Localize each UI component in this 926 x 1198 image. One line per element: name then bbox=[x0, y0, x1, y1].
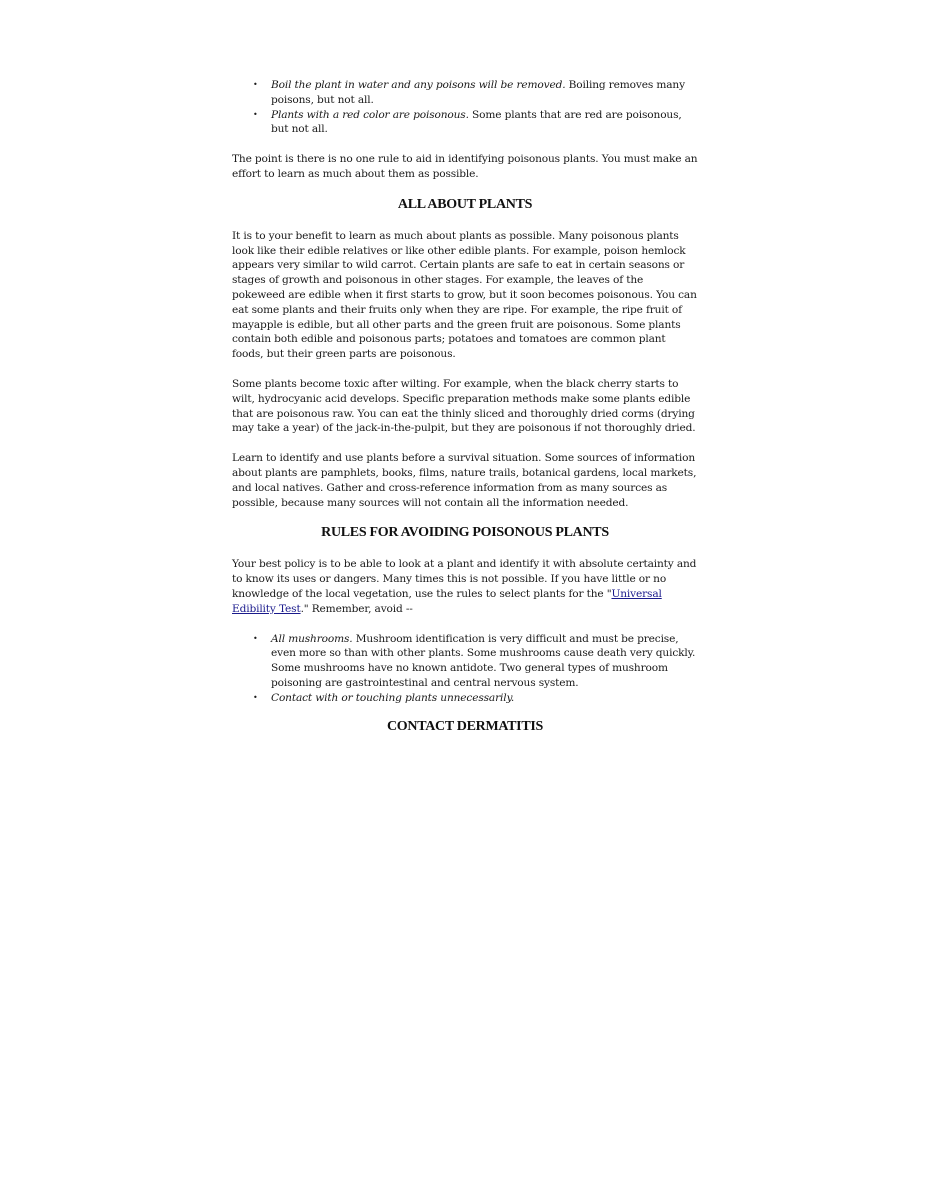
heading-all-about-plants: ALL ABOUT PLANTS bbox=[397, 196, 533, 212]
intro-paragraph: The point is there is no one rule to aid in identifying poisonous plants. You must make an effort to learn as much about them as possible. bbox=[232, 153, 698, 180]
bullet-list-avoid bbox=[232, 632, 698, 706]
paragraph: It is to your benefit to learn as much about plants as possible. Many poisonous plants look like their edible relatives or like other edible plants. For example, poison hemlock appears very similar to wild carrot. Certain plants are safe to eat in certain seasons or stages of growth and poisonous in other stages. For example, the leaves of the pokeweed are edible when it first starts to grow, but it soon becomes poisonous. You can eat some plants and their fruits only when they are ripe. For example, the ripe fruit of mayapple is edible, but all other parts and the green fruit are poisonous. Some plants contain both edible and poisonous parts; potatoes and tomatoes are common plant foods, but their green parts are poisonous. bbox=[232, 229, 697, 361]
list-item-text: Some plants that are red are poisonous, but not all. bbox=[271, 108, 682, 136]
list-item-lead: Contact with or touching plants unnecessarily. bbox=[271, 691, 515, 704]
universal-edibility-test-link[interactable]: Universal Edibility Test bbox=[232, 587, 662, 615]
paragraph: Some plants become toxic after wilting. For example, when the black cherry starts to wilt, hydrocyanic acid develops. Specific preparation methods make some plants edible that are poisonous raw. You can eat the thinly sliced and thoroughly dried corms (drying may take a year) of the jack-in-the-pulpit, but they are poisonous if not thoroughly dried. bbox=[232, 377, 696, 435]
list-item-lead: Plants with a red color are poisonous. bbox=[271, 108, 469, 121]
paragraph: Learn to identify and use plants before a survival situation. Some sources of information about plants are pamphlets, books, films, nature trails, botanical gardens, local markets, and local natives. Gather and cross-reference information from as many sources as possible, because many sources will not contain all the information needed. bbox=[232, 452, 697, 509]
list-item-text: Boiling removes many poisons, but not all. bbox=[271, 79, 685, 106]
list-item bbox=[253, 632, 698, 691]
page-content bbox=[232, 78, 698, 736]
bullet-icon: • bbox=[253, 109, 258, 119]
heading-contact-dermatitis: CONTACT DERMATITIS bbox=[386, 718, 544, 734]
bullet-icon: • bbox=[253, 80, 258, 89]
rules-paragraph bbox=[232, 557, 698, 616]
list-item bbox=[253, 691, 698, 706]
bullet-icon: • bbox=[253, 633, 258, 643]
rules-text: Your best policy is to be able to look at a plant and identify it with absolute certainty and to know its uses or dangers. Many times this is not possible. If you have little or no knowledge of the local vegetation, use the rules to select plants for the " bbox=[232, 558, 697, 600]
bullet-icon: • bbox=[253, 692, 258, 702]
list-item-lead: Boil the plant in water and any poisons will be removed. bbox=[271, 79, 566, 91]
rules-text-end: ." Remember, avoid -- bbox=[300, 602, 413, 615]
list-item bbox=[253, 78, 698, 108]
list-item-lead: All mushrooms. bbox=[271, 632, 353, 645]
bullet-list-top bbox=[232, 78, 698, 137]
heading-rules-avoiding-poisonous-plants: RULES FOR AVOIDING POISONOUS PLANTS bbox=[321, 525, 609, 541]
list-item bbox=[253, 108, 698, 138]
list-item-text: Mushroom identification is very difficult and must be precise, even more so than with other plants. Some mushrooms cause death very quickly. Some mushrooms have no known antidote. Two general types of mushroom poisoning are gastrointestinal and central nervous system. bbox=[271, 632, 696, 689]
